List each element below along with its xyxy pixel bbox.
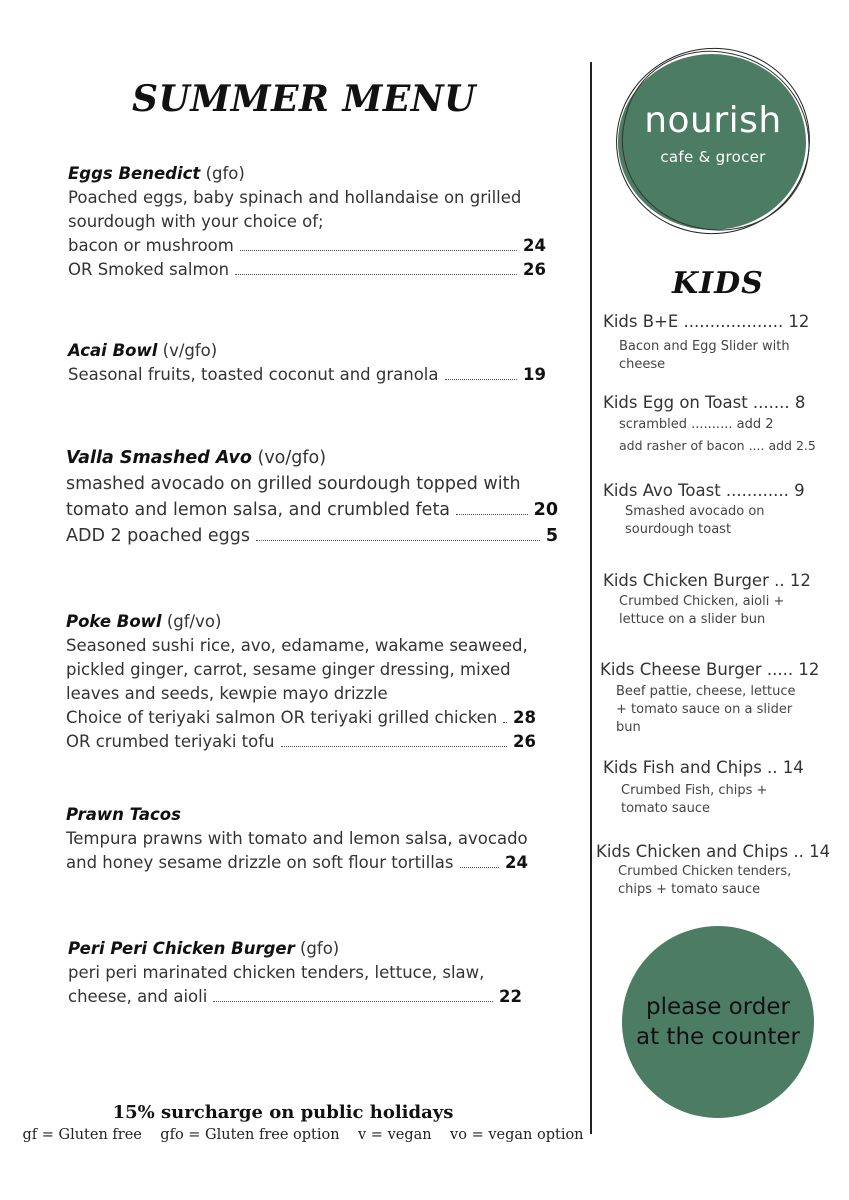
dietary-legend: gf = Gluten free gfo = Gluten free option v = vegan vo = vegan option (22, 1127, 584, 1143)
item-desc: peri peri marinated chicken tenders, lettuce, slaw, (68, 963, 485, 982)
kids-item-name: Kids Cheese Burger ..... 12 (600, 660, 820, 679)
item-tag: (gf/vo) (166, 612, 222, 631)
kids-item-name: Kids Egg on Toast ....... 8 (603, 393, 806, 412)
kids-item-desc: Bacon and Egg Slider with (619, 339, 790, 354)
kids-item-desc: Crumbed Fish, chips + (621, 783, 768, 798)
nourish-logo (618, 48, 808, 232)
price-line: bacon or mushroom 24 (68, 234, 546, 258)
kids-item-desc: + tomato sauce on a slider (616, 702, 793, 717)
menu-item-valla-smashed-avo (66, 445, 558, 549)
logo-brand-text: nourish (644, 100, 782, 141)
menu-item-eggs-benedict (68, 162, 546, 282)
price-line: OR crumbed teriyaki tofu 26 (66, 730, 536, 754)
item-name: Prawn Tacos (66, 805, 181, 824)
menu-item-acai-bowl (68, 339, 546, 387)
price: 26 (513, 732, 536, 751)
menu-item-poke-bowl (66, 610, 536, 754)
kids-item-desc: bun (616, 720, 641, 735)
kids-item-name: Kids Fish and Chips .. 14 (603, 758, 804, 777)
item-tag: (v/gfo) (162, 341, 218, 360)
menu-item-peri-peri-chicken-burger (68, 937, 522, 1009)
price: 24 (505, 853, 528, 872)
item-desc: Tempura prawns with tomato and lemon salsa, avocado (66, 829, 528, 848)
kids-title: KIDS (672, 266, 764, 301)
kids-item-desc: Smashed avocado on (625, 504, 765, 519)
kids-item-cheese-burger (600, 659, 819, 737)
kids-item-desc: tomato sauce (621, 801, 710, 816)
logo-ring (606, 34, 827, 247)
item-name: Eggs Benedict (68, 164, 201, 183)
item-name: Valla Smashed Avo (66, 448, 252, 468)
logo-sub-text: cafe & grocer (660, 148, 766, 166)
item-desc: Seasoned sushi rice, avo, edamame, wakame seaweed, (66, 636, 528, 655)
kids-item-desc: scrambled .......... add 2 (619, 417, 774, 432)
order-notice-text: please order at the counter (636, 994, 800, 1050)
price: 22 (499, 987, 522, 1006)
item-name: Poke Bowl (66, 612, 162, 631)
item-desc: sourdough with your choice of; (68, 212, 324, 231)
kids-item-desc: lettuce on a slider bun (619, 612, 766, 627)
menu-title: SUMMER MENU (132, 78, 477, 120)
kids-item-desc: chips + tomato sauce (618, 882, 761, 897)
menu-item-prawn-tacos (66, 803, 528, 875)
price: 26 (523, 260, 546, 279)
price-line: Seasonal fruits, toasted coconut and granola 19 (68, 363, 546, 387)
price-line: and honey sesame drizzle on soft flour tortillas 24 (66, 851, 528, 875)
kids-item-chicken-and-chips (596, 841, 830, 899)
kids-item-name: Kids Chicken Burger .. 12 (603, 571, 811, 590)
kids-item-avo-toast (603, 480, 805, 539)
item-tag: (gfo) (299, 939, 340, 958)
item-desc: Poached eggs, baby spinach and hollandaise on grilled (68, 188, 522, 207)
price-line: cheese, and aioli 22 (68, 985, 522, 1009)
surcharge-note: 15% surcharge on public holidays (112, 1102, 454, 1123)
item-tag: (vo/gfo) (257, 448, 327, 468)
order-at-counter-badge (622, 926, 814, 1118)
price-line: Choice of teriyaki salmon OR teriyaki grilled chicken 28 (66, 706, 536, 730)
price-line: tomato and lemon salsa, and crumbled feta 20 (66, 497, 558, 523)
price-line: ADD 2 poached eggs 5 (66, 523, 558, 549)
price: 28 (513, 708, 536, 727)
kids-item-b-e (603, 311, 809, 374)
item-name: Acai Bowl (68, 341, 158, 360)
kids-item-desc: Beef pattie, cheese, lettuce (616, 684, 796, 699)
price-line: OR Smoked salmon 26 (68, 258, 546, 282)
kids-item-chicken-burger (603, 570, 811, 629)
item-tag: (gfo) (205, 164, 245, 183)
item-name: Peri Peri Chicken Burger (68, 939, 295, 958)
kids-item-egg-on-toast (603, 392, 816, 455)
price: 24 (523, 236, 546, 255)
kids-item-desc: cheese (619, 357, 666, 372)
item-desc: pickled ginger, carrot, sesame ginger dressing, mixed (66, 660, 511, 679)
item-desc: smashed avocado on grilled sourdough topped with (66, 474, 521, 494)
price: 20 (533, 500, 558, 520)
column-divider (590, 62, 592, 1134)
kids-item-name: Kids B+E ................... 12 (603, 312, 810, 331)
kids-item-fish-and-chips (603, 757, 804, 818)
kids-item-name: Kids Chicken and Chips .. 14 (596, 842, 831, 861)
kids-item-name: Kids Avo Toast ............ 9 (603, 481, 805, 500)
price: 19 (523, 365, 546, 384)
item-desc: leaves and seeds, kewpie mayo drizzle (66, 684, 388, 703)
price: 5 (545, 526, 558, 546)
kids-item-desc: Crumbed Chicken tenders, (618, 864, 792, 879)
kids-item-desc: Crumbed Chicken, aioli + (619, 594, 785, 609)
kids-item-desc: sourdough toast (625, 522, 732, 537)
kids-item-desc: add rasher of bacon .... add 2.5 (619, 438, 816, 453)
